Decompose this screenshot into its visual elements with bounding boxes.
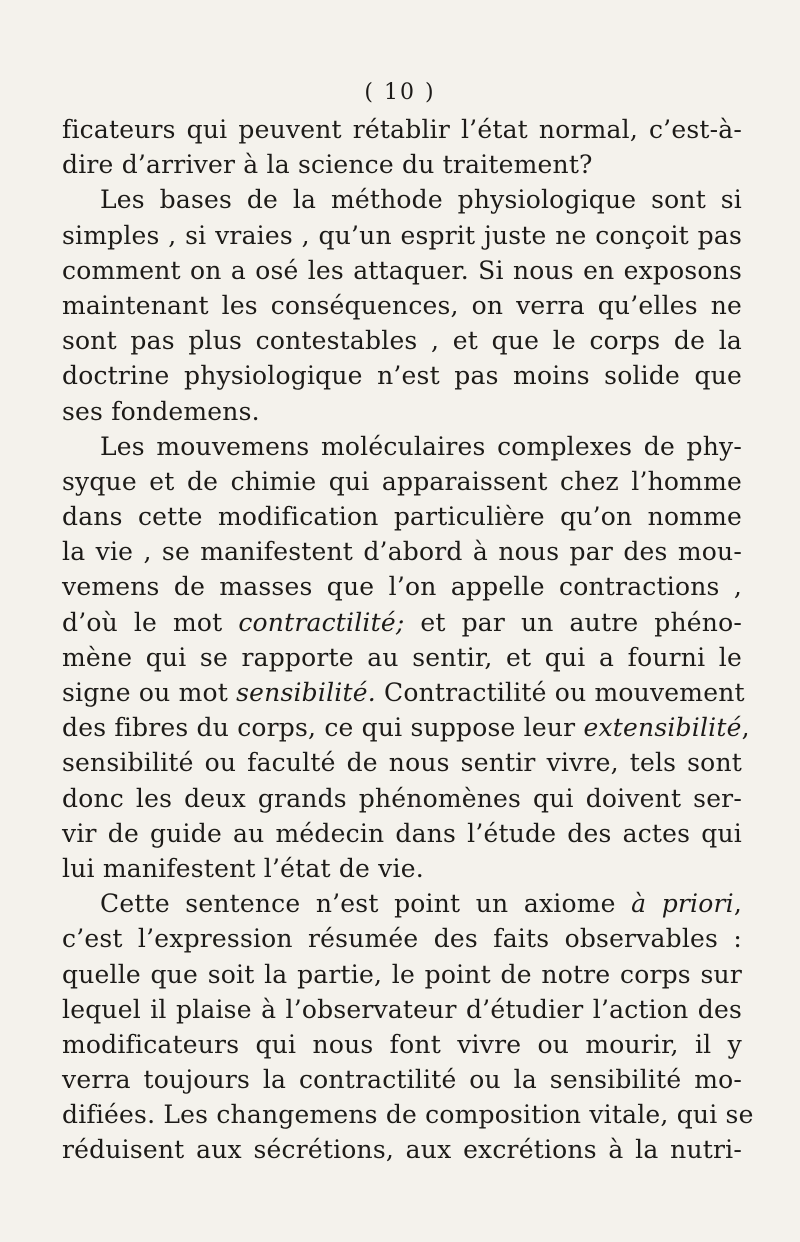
text-line [62,569,742,604]
text-segment: maintenant les conséquences, on verra qu’elles ne [62,290,742,320]
text-segment: lui manifestent l’état de vie. [62,853,424,883]
text-line [62,1097,754,1132]
italic-term: extensibilité [583,713,742,743]
text-line [62,675,745,710]
text-line [62,534,742,569]
text-line [62,358,742,393]
text-line [62,921,742,956]
text-line [62,218,742,253]
text-segment: des fibres du corps, ce qui suppose leur [62,713,584,743]
text-segment: d’où le mot [62,607,239,637]
text-segment: syque et de chimie qui apparaissent chez l’homme [62,466,742,496]
text-segment: la vie , se manifestent d’abord à nous par des mou- [62,537,742,567]
text-segment: simples , si vraies , qu’un esprit juste ne conçoit pas [62,220,742,250]
text-segment: sensibilité ou faculté de nous sentir vivre, tels sont [62,748,742,778]
text-line [62,323,742,358]
text-line [62,710,750,745]
text-line [62,253,742,288]
page-number: ( 10 ) [364,80,436,105]
text-line [62,182,742,217]
text-segment: , [741,713,750,743]
italic-term: sensibilité. [236,678,376,707]
text-segment: ses fondemens. [62,396,260,426]
text-segment: comment on a osé les attaquer. Si nous en exposons [62,255,742,285]
text-segment: ficateurs qui peuvent rétablir l’état normal, c’est-à- [62,115,742,144]
text-line [62,499,742,534]
text-line [62,745,742,780]
body-text [62,112,754,1168]
text-segment: quelle que soit la partie, le point de notre corps sur [62,959,742,989]
text-segment: Cette sentence n’est point un axiome [100,889,632,919]
text-segment: verra toujours la contractilité ou la sensibilité mo- [62,1065,742,1095]
text-line [62,112,742,147]
text-segment: dire d’arriver à la science du traitement? [62,150,593,180]
text-line [62,605,742,640]
text-segment: Les bases de la méthode physiologique sont si [100,185,742,215]
text-segment: difiées. Les changemens de composition vitale, qui se [62,1100,754,1130]
italic-term: à priori [631,889,734,919]
text-line [62,992,742,1027]
text-line [62,886,742,921]
text-segment: modificateurs qui nous font vivre ou mourir, il y [62,1029,742,1059]
text-segment: lequel il plaise à l’observateur d’étudier l’action des [62,994,742,1024]
text-segment: vir de guide au médecin dans l’étude des actes qui [62,818,742,848]
text-line [62,288,742,323]
text-line [62,147,742,182]
text-line [62,1027,742,1062]
text-line [62,640,742,675]
text-line [62,816,742,851]
text-segment: vemens de masses que l’on appelle contractions , [62,572,742,602]
text-segment: réduisent aux sécrétions, aux excrétions à la nutri- [62,1135,742,1165]
text-segment: c’est l’expression résumée des faits observables : [62,924,742,954]
text-segment: signe ou mot [62,678,237,707]
text-line [62,394,742,429]
text-segment: Contractilité ou mouvement [375,678,745,707]
text-line [62,781,742,816]
text-line [62,429,742,464]
text-segment: mène qui se rapporte au sentir, et qui a fourni le [62,642,742,672]
text-segment: Les mouvemens moléculaires complexes de phy- [100,431,742,461]
text-line [62,1132,742,1167]
text-segment: sont pas plus contestables , et que le corps de la [62,326,742,356]
text-segment: doctrine physiologique n’est pas moins solide que [62,361,742,391]
text-line [62,957,742,992]
text-segment: et par un autre phéno- [404,607,742,637]
text-segment: , [733,889,742,919]
text-line [62,1062,742,1097]
text-line [62,464,742,499]
italic-term: contractilité; [238,607,405,637]
text-segment: dans cette modification particulière qu’on nomme [62,502,742,532]
text-line [62,851,742,886]
text-segment: donc les deux grands phénomènes qui doivent ser- [62,783,742,813]
